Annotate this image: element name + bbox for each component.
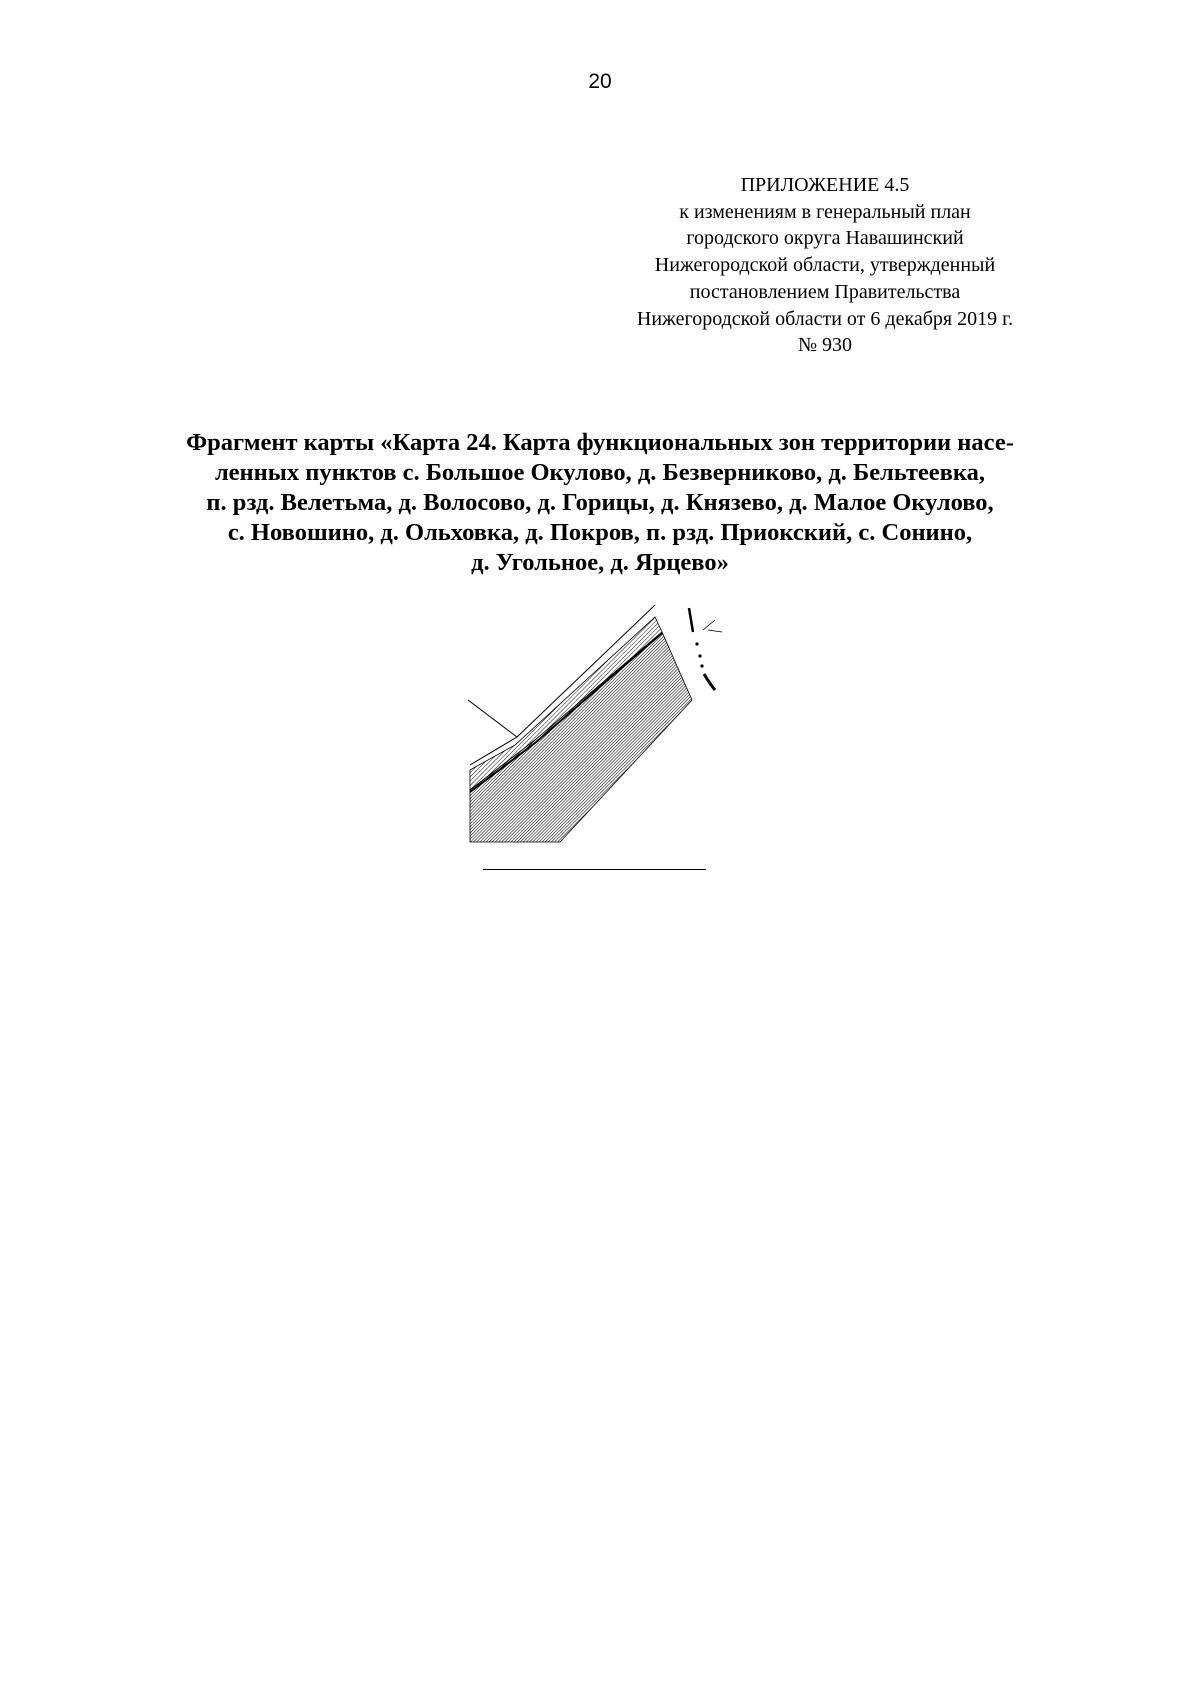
boundary-line (468, 700, 517, 737)
map-title-line: д. Угольное, д. Ярцево» (471, 549, 729, 576)
appendix-number: № 930 (797, 334, 853, 357)
dashed-boundary (704, 674, 715, 690)
appendix-title: ПРИЛОЖЕНИЕ 4.5 (740, 174, 910, 196)
boundary-dot (698, 654, 701, 657)
map-title-line: п. рзд. Велетьма, д. Волосово, д. Горицы, д. Князево, д. Малое Окулово, (206, 489, 994, 516)
boundary-dot (700, 664, 703, 667)
appendix-line: городского округа Навашинский (686, 227, 964, 250)
appendix-line: постановлением Правительства (689, 280, 961, 303)
dashed-boundary (689, 608, 693, 632)
marker-tick (703, 620, 722, 632)
map-title-line: Фрагмент карты «Карта 24. Карта функциональных зон территории насе- (186, 429, 1014, 456)
appendix-header (610, 172, 1040, 359)
boundary-dot (695, 642, 698, 645)
appendix-line: Нижегородской области от 6 декабря 2019 г. (636, 307, 1014, 330)
separator-line (483, 869, 706, 870)
map-title-line: ленных пунктов с. Большое Окулово, д. Безверниково, д. Бельтеевка, (214, 459, 986, 486)
map-title-line: с. Новошино, д. Ольховка, д. Покров, п. рзд. Приокский, с. Сонино, (227, 519, 973, 546)
zone-area-dense (470, 632, 692, 842)
page-number: 20 (588, 70, 612, 93)
appendix-line: Нижегородской области, утвержденный (654, 254, 996, 277)
appendix-line: к изменениям в генеральный план (679, 200, 971, 223)
map-fragment (460, 600, 730, 850)
map-title (100, 428, 1100, 578)
